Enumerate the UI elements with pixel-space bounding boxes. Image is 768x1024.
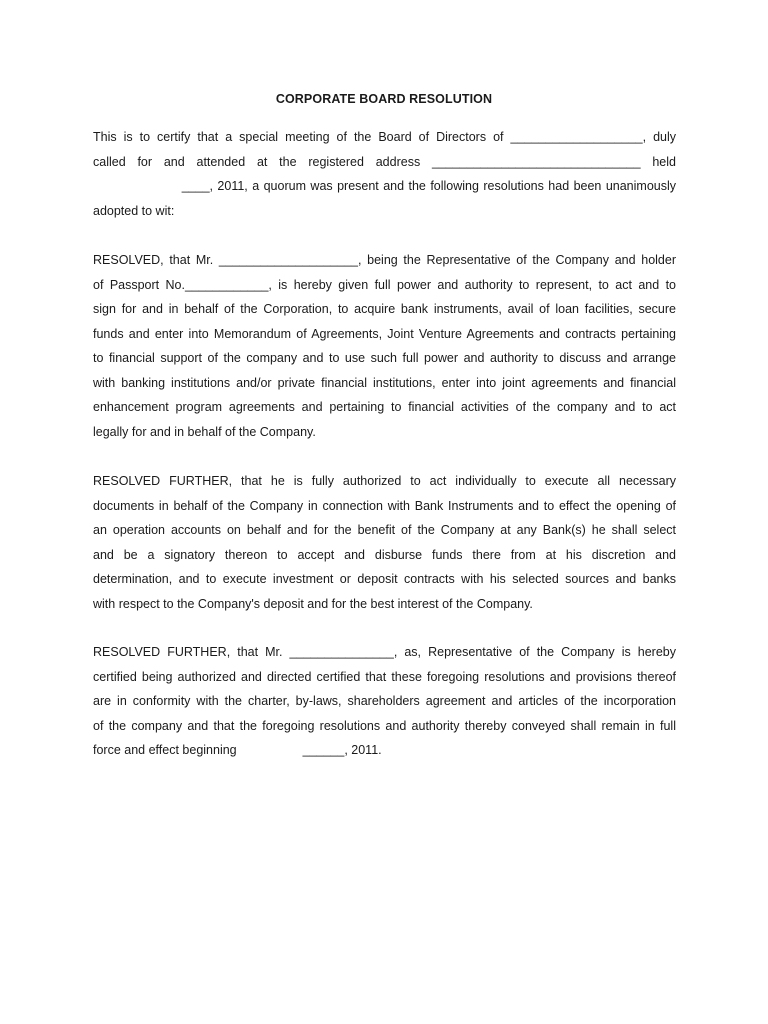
document-title: CORPORATE BOARD RESOLUTION xyxy=(275,92,493,106)
paragraph-line: adopted to wit: xyxy=(93,203,175,218)
paragraph-line: and be a signatory thereon to accept and disburse funds there from at his discretion and xyxy=(93,547,676,562)
paragraph-line: of the company and that the foregoing resolutions and authority thereby conveyed shall remain in full xyxy=(93,718,676,733)
paragraph-line: an operation accounts on behalf and for the benefit of the Company at any Bank(s) he shall select xyxy=(93,523,676,537)
paragraph-line: documents in behalf of the Company in connection with Bank Instruments and to effect the opening of xyxy=(93,498,676,513)
paragraph-line: enhancement program agreements and pertaining to financial activities of the company and to act xyxy=(93,400,676,414)
paragraph-line: called for and attended at the registered address ______________________________ held xyxy=(93,154,676,169)
paragraph-line: RESOLVED FURTHER, that he is fully authorized to act individually to execute all necessary xyxy=(93,474,676,488)
paragraph-line: are in conformity with the charter, by-laws, shareholders agreement and articles of the incorporation xyxy=(93,694,676,708)
paragraph-line: RESOLVED FURTHER, that Mr. _______________, as, Representative of the Company is hereby xyxy=(93,645,676,659)
paragraph-line: legally for and in behalf of the Company. xyxy=(93,424,316,439)
paragraph-certification xyxy=(93,125,676,223)
paragraph-line: RESOLVED, that Mr. ____________________, being the Representative of the Company and holder xyxy=(93,253,676,267)
paragraph-line: This is to certify that a special meeting of the Board of Directors of ___________________, duly xyxy=(93,130,676,144)
paragraph-line: determination, and to execute investment or deposit contracts with his selected sources and banks xyxy=(93,572,676,586)
paragraph-line: with respect to the Company's deposit and for the best interest of the Company. xyxy=(93,596,533,611)
paragraph-line: with banking institutions and/or private financial institutions, enter into joint agreements and financial xyxy=(93,375,676,390)
paragraph-line: sign for and in behalf of the Corporation, to acquire bank instruments, avail of loan facilities, secure xyxy=(93,302,676,316)
paragraph-resolved-further-2 xyxy=(93,640,676,763)
paragraph-resolved xyxy=(93,248,676,444)
paragraph-line: funds and enter into Memorandum of Agreements, Joint Venture Agreements and contracts pertaining xyxy=(93,326,676,341)
paragraph-line: to financial support of the company and to use such full power and authority to discuss and arrange xyxy=(93,351,676,365)
paragraph-resolved-further-1 xyxy=(93,469,676,616)
paragraph-line: force and effect beginning ______, 2011. xyxy=(93,743,382,757)
paragraph-line: of Passport No.____________, is hereby given full power and authority to represent, to act and to xyxy=(93,277,676,292)
paragraph-line: ____, 2011, a quorum was present and the following resolutions had been unanimously xyxy=(93,179,676,193)
paragraph-line: certified being authorized and directed certified that these foregoing resolutions and provisions thereof xyxy=(93,669,676,684)
